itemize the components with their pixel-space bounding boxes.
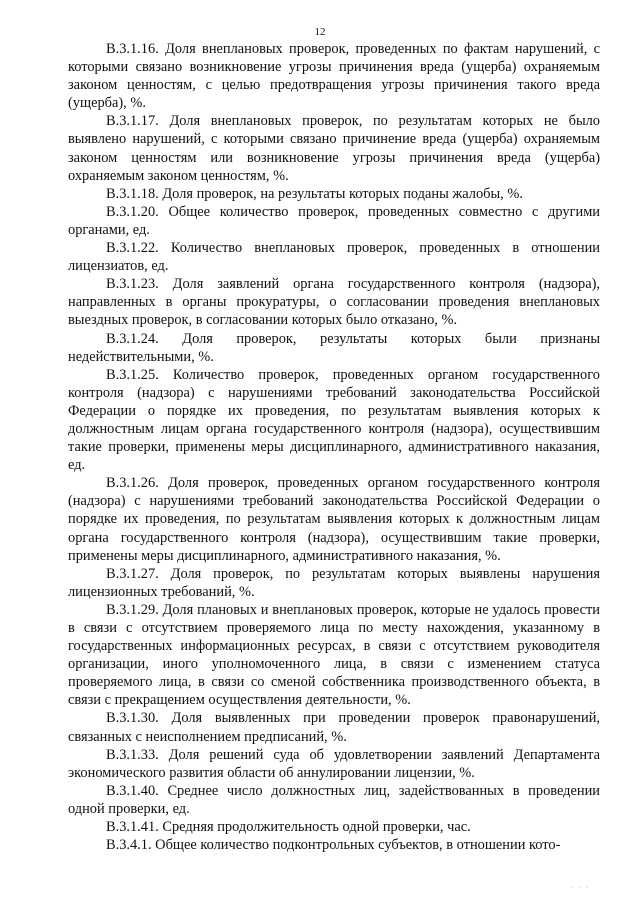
paragraph: В.3.1.29. Доля плановых и внеплановых проверок, которые не удалось провести в связи с отсутствием проверяемого лица по месту нахождения, указанному в государственных информационных ресурсах, в связи с отсутствием руководителя организации, иного уполномоченного лица, в связи с изменением статуса проверяемого лица, в связи со сменой собственника производственного объекта, в связи с прекращением осуществления деятельности, %. <box>68 601 600 709</box>
paragraph: В.3.1.20. Общее количество проверок, проведенных совместно с другими органами, ед. <box>68 203 600 238</box>
document-body <box>68 40 600 854</box>
paragraph: В.3.4.1. Общее количество подконтрольных субъектов, в отношении кото- <box>106 837 561 854</box>
paragraph: В.3.1.17. Доля внеплановых проверок, по результатам которых не было выявлено нарушений, с которыми связано причинение вреда (ущерба) охраняемым законом ценностям или возникновение угрозы причинения вреда (ущерба) охраняемым законом ценностям, %. <box>68 113 600 184</box>
page-number: 12 <box>314 26 326 38</box>
paragraph: В.3.1.25. Количество проверок, проведенных органом государственного контроля (надзора) с нарушениями требований законодательства Российской Федерации о порядке их проведения, по результатам выявления которых к должностным лицам органа государственного контроля (надзора), осуществившим такие проверки, применены меры дисциплинарного, административного наказания, ед. <box>68 366 600 474</box>
paragraph: В.3.1.24. Доля проверок, результаты которых были признаны недействительными, %. <box>68 330 600 365</box>
paragraph: В.3.1.26. Доля проверок, проведенных органом государственного контроля (надзора) с нарушениями требований законодательства Российской Федерации о порядке их проведения, по результатам выявления которых к должностным лицам органа государственного контроля (надзора), осуществившим такие проверки, применены меры дисциплинарного, административного наказания, %. <box>68 475 600 564</box>
paragraph: В.3.1.27. Доля проверок, по результатам которых выявлены нарушения лицензионных требований, %. <box>68 565 600 600</box>
paragraph: В.3.1.18. Доля проверок, на результаты которых поданы жалобы, %. <box>106 185 523 202</box>
paragraph: В.3.1.33. Доля решений суда об удовлетворении заявлений Департамента экономического развития области об аннулировании лицензии, %. <box>68 746 600 781</box>
paragraph: В.3.1.40. Среднее число должностных лиц, задействованных в проведении одной проверки, ед. <box>68 782 600 817</box>
scan-mark: · · · <box>571 885 590 891</box>
paragraph: В.3.1.22. Количество внеплановых проверок, проведенных в отношении лицензиатов, ед. <box>68 240 600 275</box>
paragraph: В.3.1.41. Средняя продолжительность одной проверки, час. <box>106 819 471 836</box>
paragraph: В.3.1.23. Доля заявлений органа государственного контроля (надзора), направленных в органы прокуратуры, о согласовании проведения внеплановых выездных проверок, в согласовании которых было отказано, %. <box>68 276 600 329</box>
paragraph: В.3.1.30. Доля выявленных при проведении проверок правонарушений, связанных с неисполнением предписаний, %. <box>68 710 600 745</box>
paragraph: В.3.1.16. Доля внеплановых проверок, проведенных по фактам нарушений, с которыми связано возникновение угрозы причинения вреда (ущерба) охраняемым законом ценностям, с целью предотвращения угрозы причинения такого вреда (ущерба), %. <box>68 41 600 112</box>
